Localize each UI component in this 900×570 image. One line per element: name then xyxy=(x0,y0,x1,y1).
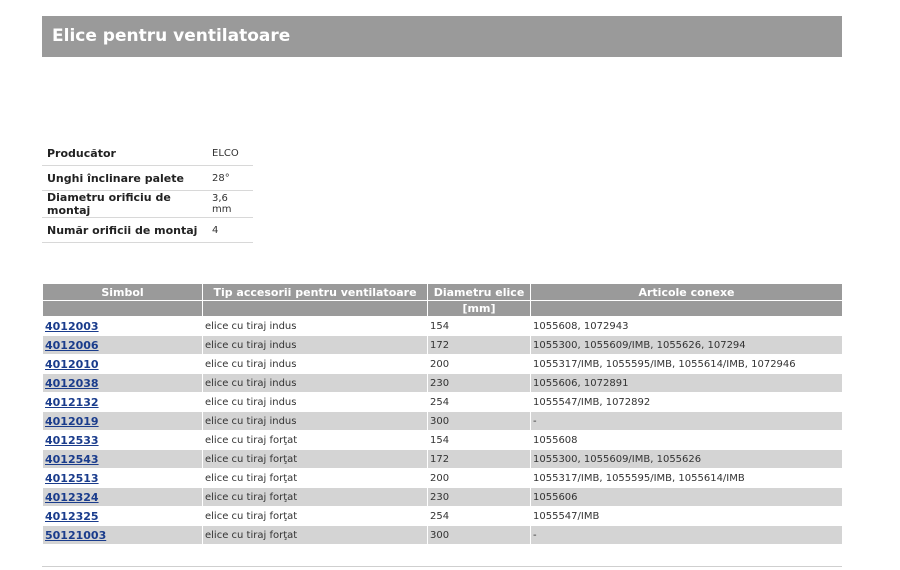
related-cell: 1055608 xyxy=(533,434,578,446)
product-link[interactable]: 4012325 xyxy=(45,509,99,523)
product-link[interactable]: 4012038 xyxy=(45,376,99,390)
symbol-cell xyxy=(43,355,202,373)
related-cell: 1055300, 1055609/IMB, 1055626 xyxy=(531,450,842,468)
table-row xyxy=(43,412,842,430)
type-cell: elice cu tiraj indus xyxy=(205,396,297,408)
property-label: Număr orificii de montaj xyxy=(42,218,207,243)
table-units-row xyxy=(43,301,842,316)
symbol-cell xyxy=(43,488,202,506)
product-link[interactable]: 4012003 xyxy=(45,319,99,333)
table-row xyxy=(43,488,842,506)
product-link[interactable]: 50121003 xyxy=(45,528,107,542)
property-value: 4 xyxy=(207,218,253,243)
column-header-simbol: Simbol xyxy=(43,284,202,300)
symbol-cell xyxy=(43,469,202,487)
table-row xyxy=(43,317,842,335)
diameter-cell: 154 xyxy=(430,434,450,446)
column-header-articole: Articole conexe xyxy=(531,284,842,300)
product-link[interactable]: 4012010 xyxy=(45,357,99,371)
table-row xyxy=(43,393,842,411)
property-value: 28° xyxy=(207,166,253,191)
type-cell: elice cu tiraj indus xyxy=(203,412,427,430)
symbol-cell xyxy=(43,412,202,430)
property-label: Diametru orificiu de montaj xyxy=(42,191,207,218)
related-cell: 1055606 xyxy=(531,488,842,506)
unit-cell xyxy=(531,301,842,316)
divider xyxy=(42,566,842,567)
table-row xyxy=(43,507,842,525)
type-cell: elice cu tiraj forţat xyxy=(203,488,427,506)
diameter-cell: 300 xyxy=(428,526,530,544)
product-link[interactable]: 4012006 xyxy=(45,338,99,352)
table-row xyxy=(43,526,842,544)
related-cell: - xyxy=(531,526,842,544)
product-link[interactable]: 4012324 xyxy=(45,490,99,504)
type-cell: elice cu tiraj forţat xyxy=(205,434,298,446)
property-row xyxy=(42,166,253,191)
type-cell: elice cu tiraj indus xyxy=(205,320,297,332)
diameter-cell: 172 xyxy=(428,450,530,468)
product-link[interactable]: 4012533 xyxy=(45,433,99,447)
product-link[interactable]: 4012543 xyxy=(45,452,99,466)
column-header-diametru: Diametru elice xyxy=(428,284,530,300)
type-cell: elice cu tiraj indus xyxy=(203,336,427,354)
symbol-cell xyxy=(43,431,202,449)
related-cell: 1055317/IMB, 1055595/IMB, 1055614/IMB xyxy=(533,472,745,484)
type-cell: elice cu tiraj forţat xyxy=(203,526,427,544)
diameter-cell: 172 xyxy=(428,336,530,354)
property-label: Unghi înclinare palete xyxy=(42,166,207,191)
type-cell: elice cu tiraj indus xyxy=(205,358,297,370)
property-row xyxy=(42,191,253,218)
related-cell: 1055606, 1072891 xyxy=(531,374,842,392)
symbol-cell xyxy=(43,336,202,354)
type-cell: elice cu tiraj forţat xyxy=(205,510,298,522)
symbol-cell xyxy=(43,526,202,544)
related-cell: - xyxy=(531,412,842,430)
property-value: 3,6 mm xyxy=(207,191,253,218)
table-row xyxy=(43,431,842,449)
table-row xyxy=(43,374,842,392)
symbol-cell xyxy=(43,393,202,411)
product-link[interactable]: 4012132 xyxy=(45,395,99,409)
table-row xyxy=(43,336,842,354)
table-row xyxy=(43,355,842,373)
product-link[interactable]: 4012019 xyxy=(45,414,99,428)
unit-cell: [mm] xyxy=(428,301,530,316)
related-cell: 1055547/IMB, 1072892 xyxy=(533,396,651,408)
diameter-cell: 230 xyxy=(428,374,530,392)
diameter-cell: 200 xyxy=(430,472,450,484)
diameter-cell: 154 xyxy=(430,320,450,332)
related-cell: 1055317/IMB, 1055595/IMB, 1055614/IMB, 1072946 xyxy=(533,358,796,370)
related-cell: 1055547/IMB xyxy=(533,510,600,522)
diameter-cell: 300 xyxy=(428,412,530,430)
related-cell: 1055608, 1072943 xyxy=(533,320,629,332)
unit-cell xyxy=(43,301,202,316)
related-cell: 1055300, 1055609/IMB, 1055626, 107294 xyxy=(531,336,842,354)
page-title: Elice pentru ventilatoare xyxy=(52,26,291,46)
page-header xyxy=(42,16,842,57)
property-row xyxy=(42,218,253,243)
property-row xyxy=(42,141,253,166)
diameter-cell: 254 xyxy=(430,396,450,408)
diameter-cell: 254 xyxy=(430,510,450,522)
type-cell: elice cu tiraj indus xyxy=(203,374,427,392)
diameter-cell: 200 xyxy=(430,358,450,370)
unit-cell xyxy=(203,301,427,316)
product-link[interactable]: 4012513 xyxy=(45,471,99,485)
table-row xyxy=(43,450,842,468)
symbol-cell xyxy=(43,317,202,335)
property-label: Producător xyxy=(42,141,207,166)
table-row xyxy=(43,469,842,487)
table-header-row xyxy=(43,284,842,300)
products-table xyxy=(42,283,843,545)
type-cell: elice cu tiraj forţat xyxy=(205,472,298,484)
diameter-cell: 230 xyxy=(428,488,530,506)
type-cell: elice cu tiraj forţat xyxy=(203,450,427,468)
symbol-cell xyxy=(43,450,202,468)
symbol-cell xyxy=(43,374,202,392)
symbol-cell xyxy=(43,507,202,525)
property-value: ELCO xyxy=(207,141,253,166)
column-header-tip: Tip accesorii pentru ventilatoare xyxy=(203,284,427,300)
properties-table xyxy=(42,141,253,243)
